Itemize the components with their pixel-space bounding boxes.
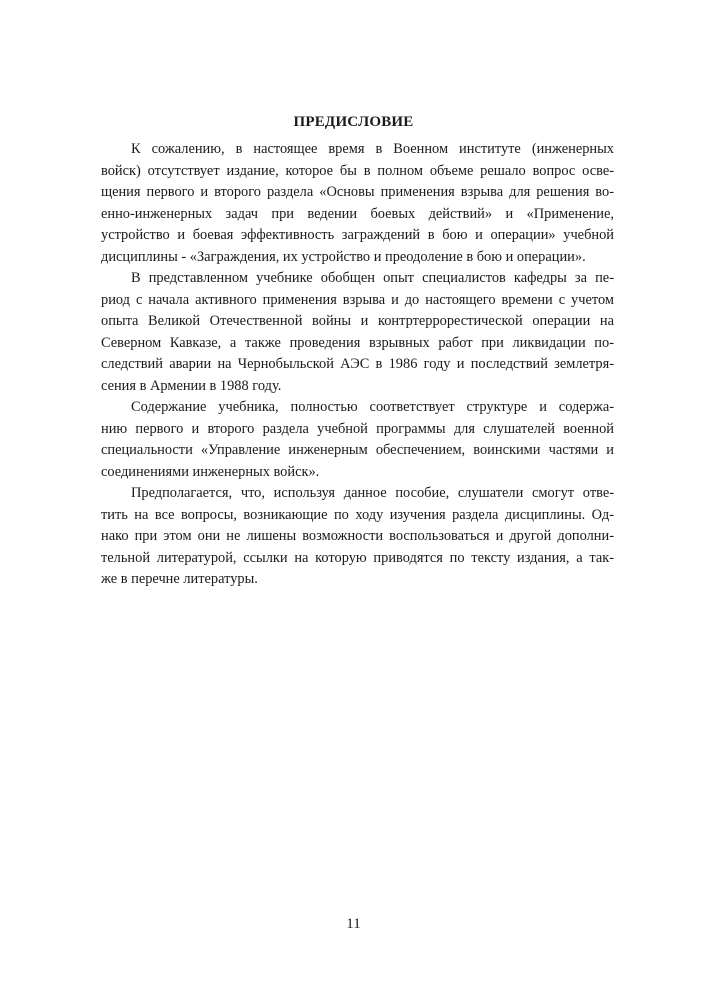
text-line: опыта Великой Отечественной войны и контртеррорестической операции на xyxy=(101,313,614,329)
text-line: войск) отсутствует издание, которое бы в полном объеме решало вопрос осве- xyxy=(101,162,614,179)
paragraph-3 xyxy=(101,397,614,483)
text-line: енно-инженерных задач при ведении боевых действий» и «Применение, xyxy=(101,205,614,222)
text-line: Предполагается, что, используя данное пособие, слушатели смогут отве- xyxy=(131,485,614,501)
text-line: нию первого и второго раздела учебной программы для слушателей военной xyxy=(101,420,614,437)
text-line: К сожалению, в настоящее время в Военном институте (инженерных xyxy=(131,141,614,157)
page-number: 11 xyxy=(346,916,361,932)
preface-body xyxy=(101,139,614,591)
text-line: Содержание учебника, полностью соответствует структуре и содержа- xyxy=(131,399,614,415)
text-line: нако при этом они не лишены возможности воспользоваться и другой дополни- xyxy=(101,528,614,544)
paragraph-1 xyxy=(101,139,614,268)
text-line: тить на все вопросы, возникающие по ходу изучения раздела дисциплины. Од- xyxy=(101,506,614,523)
text-line: соединениями инженерных войск». xyxy=(101,463,320,480)
text-line: Северном Кавказе, а также проведения взрывных работ при ликвидации по- xyxy=(101,334,614,351)
text-line: сения в Армении в 1988 году. xyxy=(101,377,282,394)
text-line: следствий аварии на Чернобыльской АЭС в 1986 году и последствий землетря- xyxy=(101,356,614,372)
text-line: устройство и боевая эффективность заграждений в бою и операции» учебной xyxy=(101,227,614,243)
text-line: же в перечне литературы. xyxy=(101,571,258,587)
text-line: дисциплины - «Заграждения, их устройство и преодоление в бою и операции». xyxy=(101,248,586,265)
text-line: специальности «Управление инженерным обеспечением, воинскими частями и xyxy=(101,442,614,458)
text-line: В представленном учебнике обобщен опыт специалистов кафедры за пе- xyxy=(131,270,614,286)
text-line: щения первого и второго раздела «Основы применения взрыва для решения во- xyxy=(101,184,614,200)
paragraph-4 xyxy=(101,483,614,591)
text-line: тельной литературой, ссылки на которую приводятся по тексту издания, а так- xyxy=(101,549,614,566)
text-line: риод с начала активного применения взрыва и до настоящего времени с учетом xyxy=(101,291,614,308)
paragraph-2 xyxy=(101,268,614,397)
page-title: ПРЕДИСЛОВИЕ xyxy=(293,114,414,130)
